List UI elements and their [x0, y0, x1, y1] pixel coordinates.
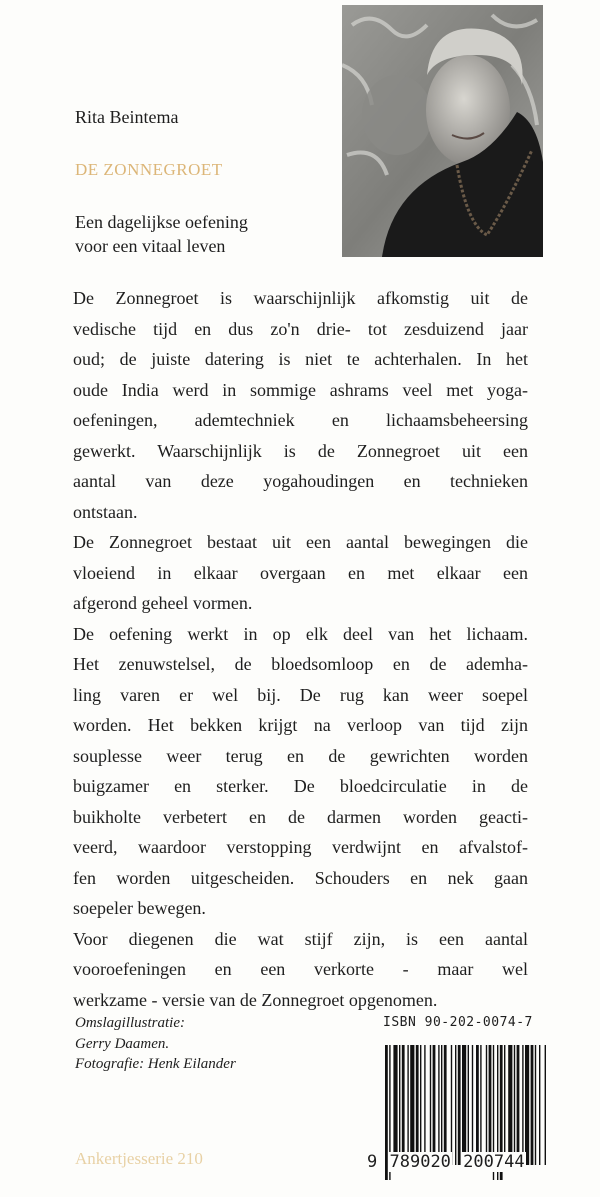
text-line: De Zonnegroet is waarschijnlijk afkomstig uit de — [73, 288, 528, 308]
ean-left-group: 789020 — [389, 1152, 451, 1172]
barcode-bar — [399, 1045, 400, 1165]
subtitle-line: Een dagelijkse oefening — [75, 212, 248, 232]
barcode-bar — [455, 1045, 456, 1165]
barcode-bar — [433, 1045, 436, 1165]
barcode-bar — [525, 1045, 529, 1165]
text-line: Voor diegenen die wat stijf zijn, is een aantal — [73, 928, 528, 949]
subtitle-line: voor een vitaal leven — [75, 236, 226, 256]
text-line: veerd, waardoor verstopping verdwijnt en afvalstof- — [73, 837, 528, 857]
ean-right-group: 200744 — [463, 1152, 525, 1172]
text-line: ling varen er wel bij. De rug kan weer soepel — [73, 684, 528, 705]
text-line: buigzamer en sterker. De bloedcirculatie in de — [73, 776, 528, 796]
barcode-bar — [420, 1045, 421, 1165]
text-line: De Zonnegroet bestaat uit een aantal bewegingen die — [73, 532, 528, 552]
barcode-bar — [393, 1045, 397, 1165]
barcode-bar — [504, 1045, 505, 1165]
barcode-bar — [480, 1045, 481, 1165]
ean-first-digit: 9 — [367, 1152, 378, 1172]
barcode-bar — [402, 1045, 405, 1165]
credits — [75, 1013, 236, 1075]
barcode-bar — [444, 1045, 447, 1165]
barcode-bar — [522, 1045, 523, 1165]
barcode-bar — [514, 1045, 515, 1165]
barcode-bar — [462, 1045, 466, 1165]
book-title: DE ZONNEGROET — [75, 160, 223, 179]
barcode-bar — [476, 1045, 479, 1165]
text-line: oud; de juiste datering is niet te achterhalen. In het — [73, 349, 528, 369]
barcode-bar — [410, 1045, 414, 1165]
barcode-bar — [438, 1045, 439, 1165]
barcode-bar — [545, 1045, 546, 1165]
barcode-bar — [517, 1045, 520, 1165]
text-line: ontstaan. — [73, 501, 138, 522]
barcode-bar — [451, 1045, 452, 1165]
credit-line: Fotografie: Henk Eilander — [75, 1056, 236, 1072]
barcode-bar — [535, 1045, 536, 1165]
blurb-text — [73, 283, 528, 1015]
text-line: vedische tijd en dus zo'n drie- tot zesduizend jaar — [73, 318, 528, 339]
text-line: vooroefeningen en een verkorte - maar wel — [73, 959, 528, 979]
barcode-bar — [468, 1045, 469, 1165]
barcode-bar — [416, 1045, 419, 1165]
barcode-bar — [539, 1045, 540, 1165]
barcode-bar — [486, 1045, 487, 1165]
paragraph — [73, 924, 528, 1016]
text-line: oefeningen, ademtechniek en lichaamsbeheersing — [73, 410, 528, 430]
paragraph — [73, 283, 528, 527]
paragraph — [73, 619, 528, 924]
text-line: vloeiend in elkaar overgaan en met elkaar een — [73, 562, 528, 583]
barcode-bar — [424, 1045, 425, 1165]
paragraph — [73, 527, 528, 619]
text-line: fen worden uitgescheiden. Schouders en nek gaan — [73, 867, 528, 888]
isbn-number: ISBN 90-202-0074-7 — [383, 1015, 533, 1030]
text-line: aantal van deze yogahoudingen en technieken — [73, 471, 528, 491]
author-name: Rita Beintema — [75, 107, 179, 127]
text-line: afgerond geheel vormen. — [73, 593, 253, 613]
barcode-bar — [489, 1045, 492, 1165]
series-label: Ankertjesserie 210 — [75, 1149, 203, 1168]
barcode-bar — [441, 1045, 442, 1165]
text-line: buikholte verbetert en de darmen worden geacti- — [73, 806, 528, 827]
text-line: Het zenuwstelsel, de bloedsomloop en de ademha- — [73, 654, 528, 674]
text-line: worden. Het bekken krijgt na verloop van tijd zijn — [73, 715, 528, 735]
barcode-bar — [430, 1045, 431, 1165]
book-subtitle — [75, 210, 248, 258]
text-line: werkzame - versie van de Zonnegroet opgenomen. — [73, 989, 438, 1010]
text-line: souplesse weer terug en de gewrichten worden — [73, 745, 528, 766]
barcode-bar — [407, 1045, 408, 1165]
barcode-bar — [472, 1045, 473, 1165]
credit-line: Omslagillustratie: — [75, 1015, 186, 1031]
text-line: De oefening werkt in op elk deel van het lichaam. — [73, 623, 528, 644]
author-photo — [342, 5, 543, 257]
text-line: gewerkt. Waarschijnlijk is de Zonnegroet uit een — [73, 440, 528, 461]
text-line: soepeler bewegen. — [73, 898, 206, 918]
text-line: oude India werd in sommige ashrams veel met yoga- — [73, 379, 528, 400]
credit-line: Gerry Daamen. — [75, 1035, 170, 1052]
barcode-bar — [508, 1045, 512, 1165]
barcode-bar — [458, 1045, 461, 1165]
barcode-bar — [531, 1045, 534, 1165]
ean-digits — [366, 1152, 526, 1172]
